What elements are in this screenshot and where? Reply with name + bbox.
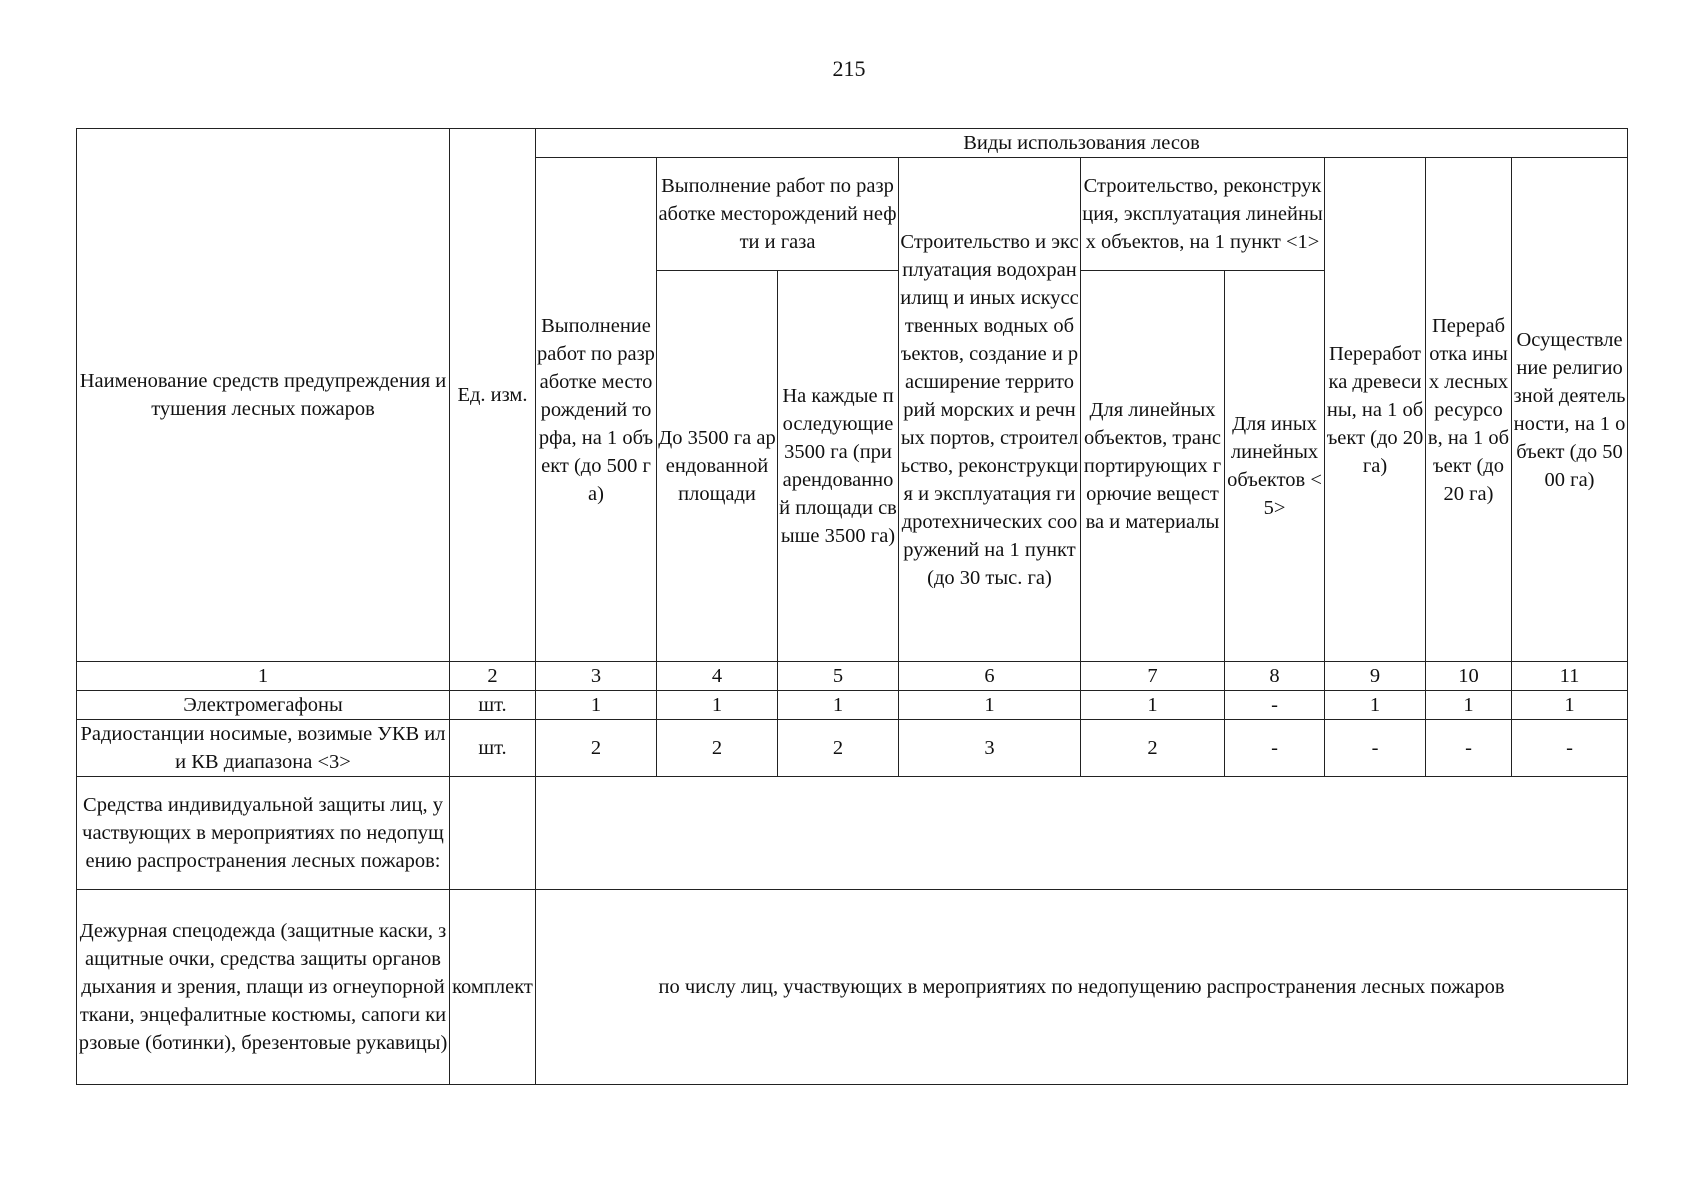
row-merged-value: по числу лиц, участвующих в мероприятиях по недопущению распространения лесных пожаров: [536, 890, 1628, 1085]
row-value: 2: [1081, 720, 1225, 777]
row-name: Электромегафоны: [77, 691, 450, 720]
row-value: 3: [899, 720, 1081, 777]
row-value: 1: [536, 691, 657, 720]
column-number: 7: [1081, 662, 1225, 691]
row-merged-value: [536, 777, 1628, 890]
header-linear-group: Строительство, реконструкция, эксплуатация линейных объектов, на 1 пункт <1>: [1081, 158, 1325, 271]
row-value: 1: [1325, 691, 1426, 720]
row-unit: комплект: [450, 890, 536, 1085]
column-number: 4: [657, 662, 778, 691]
row-unit: [450, 777, 536, 890]
column-number: 6: [899, 662, 1081, 691]
column-number: 2: [450, 662, 536, 691]
row-value: -: [1426, 720, 1512, 777]
row-value: -: [1225, 720, 1325, 777]
row-value: 2: [657, 720, 778, 777]
row-name: Радиостанции носимые, возимые УКВ или КВ диапазона <3>: [77, 720, 450, 777]
row-value: 2: [778, 720, 899, 777]
column-number: 9: [1325, 662, 1426, 691]
column-number: 3: [536, 662, 657, 691]
row-value: -: [1512, 720, 1628, 777]
page-number: 215: [832, 56, 866, 81]
row-value: 1: [1512, 691, 1628, 720]
header-col-10: Переработка иных лесных ресурсов, на 1 объект (до 20 га): [1426, 158, 1512, 662]
header-name-col: Наименование средств предупреждения и тушения лесных пожаров: [77, 129, 450, 662]
column-number: 8: [1225, 662, 1325, 691]
header-col-7: Для линейных объектов, транспортирующих горючие вещества и материалы: [1081, 271, 1225, 662]
row-value: 1: [899, 691, 1081, 720]
column-number-row: [77, 662, 1628, 691]
header-col-4: До 3500 га арендованной площади: [657, 271, 778, 662]
header-col-9: Переработка древесины, на 1 объект (до 20 га): [1325, 158, 1426, 662]
row-value: 2: [536, 720, 657, 777]
header-col-8: Для иных линейных объектов <5>: [1225, 271, 1325, 662]
row-unit: шт.: [450, 720, 536, 777]
row-value: 1: [778, 691, 899, 720]
table-row: [77, 720, 1628, 777]
row-value: -: [1225, 691, 1325, 720]
header-col-5: На каждые последующие 3500 га (при арендованной площади свыше 3500 га): [778, 271, 899, 662]
column-number: 1: [77, 662, 450, 691]
table-row: [77, 890, 1628, 1085]
header-col-11: Осуществление религиозной деятельности, на 1 объект (до 5000 га): [1512, 158, 1628, 662]
column-number: 5: [778, 662, 899, 691]
table-row: [77, 777, 1628, 890]
header-col-6: Строительство и эксплуатация водохранилищ и иных искусственных водных объектов, создание и расширение территорий морских и речных портов, строительство, реконструкция и эксплуатация гидротехнических сооружений на 1 пункт (до 30 тыс. га): [899, 158, 1081, 662]
table-row: [77, 691, 1628, 720]
header-col-3: Выполнение работ по разработке месторождений торфа, на 1 объект (до 500 га): [536, 158, 657, 662]
row-value: 1: [657, 691, 778, 720]
row-unit: шт.: [450, 691, 536, 720]
row-name: Дежурная спецодежда (защитные каски, защитные очки, средства защиты органов дыхания и зрения, плащи из огнеупорной ткани, энцефалитные костюмы, сапоги кирзовые (ботинки), брезентовые рукавицы): [77, 890, 450, 1085]
column-number: 11: [1512, 662, 1628, 691]
row-value: -: [1325, 720, 1426, 777]
header-unit-col: Ед. изм.: [450, 129, 536, 662]
header-forest-use-group: Виды использования лесов: [536, 129, 1628, 158]
header-oil-gas-group: Выполнение работ по разработке месторождений нефти и газа: [657, 158, 899, 271]
row-name: Средства индивидуальной защиты лиц, участвующих в мероприятиях по недопущению распространения лесных пожаров:: [77, 777, 450, 890]
column-number: 10: [1426, 662, 1512, 691]
row-value: 1: [1426, 691, 1512, 720]
forest-fire-equipment-table: [76, 128, 1628, 1085]
row-value: 1: [1081, 691, 1225, 720]
